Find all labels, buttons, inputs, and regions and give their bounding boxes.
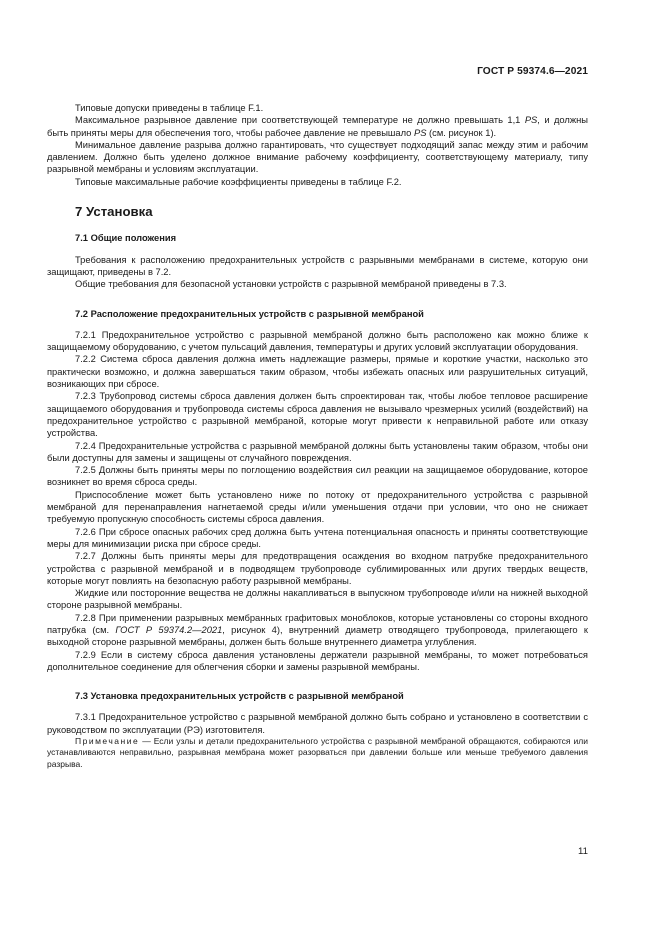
note [47,736,588,770]
paragraph: 7.2.7 Должны быть приняты меры для предотвращения осаждения во входном патрубке предохранительного устройства с разрывной мембраной и в подводящем трубопроводе сублимированных или других твердых веществ, которые могут повлиять на безопасную работу разрывной мембраны. [47,551,588,586]
symbol-ps: PS [413,127,427,138]
paragraph: 7.3.1 Предохранительное устройство с разрывной мембраной должно быть собрано и установлено в соответствии с руководством по эксплуатации (РЭ) изготовителя. [47,712,588,735]
paragraph: Общие требования для безопасной установки устройств с разрывной мембраной приведены в 7.3. [75,279,507,290]
document-body [47,102,588,770]
paragraph [47,612,588,649]
text-run: 7.2.8 При применении разрывных мембранных графитовых моноблоков, которые установлены со стороны входного патрубка (см. [47,612,588,635]
paragraph: Минимальное давление разрыва должно гарантировать, что существует подходящий запас между этим и рабочим давлением. Должно быть уделено должное внимание рабочему коэффициенту, соответствующему материалу, типу разрывной мембраны и условиям эксплуатации. [47,139,588,175]
subsection-heading: 7.1 Общие положения [75,233,177,244]
paragraph: 7.2.3 Трубопровод системы сброса давления должен быть спроектирован так, чтобы любое тепловое расширение защищаемого оборудования и трубопровода системы сброса давления не вызывало чрезмерных усилий (воздействий) на предохранительное устройство с разрывной мембраной, которые могут привести к неправильной работе или отказу устройства. [47,391,588,439]
text-run: , рисунок 4), внутренний диаметр отводящего трубопровода, прилегающего к выходной стороне разрывной мембраны, должен быть больше внутреннего диаметра углубления. [47,624,588,648]
note-label: Примечание [75,736,140,747]
paragraph: Приспособление может быть установлено ниже по потоку от предохранительного устройства с разрывной мембраной для перенаправления нагнетаемой среды и/или уменьшения отдачи при условии, что оно не снижает требуемую пропускную способность системы сброса давления. [47,489,588,525]
note-text: — Если узлы и детали предохранительного устройства с разрывной мембраной обращаются, собираются или устанавливаются неправильно, разрывная мембрана может разорваться при давлении больше или меньше требуемого давления разрыва. [47,736,588,769]
text-run: Максимальное разрывное давление при соответствующей температуре не должно превышать 1,1 [75,115,521,126]
page-number: 11 [578,846,588,857]
section-heading: 7 Установка [75,204,153,220]
paragraph: 7.2.9 Если в систему сброса давления установлены держатели разрывной мембраны, то может потребоваться дополнительное соединение для облегчения сборки и замены разрывной мембраны. [47,649,588,672]
paragraph: 7.2.2 Система сброса давления должна иметь надлежащие размеры, прямые и короткие участки, насколько это практически возможно, и должна завершаться таким образом, чтобы избежать опасных или разрушительных ситуаций, возникающих при сбросе. [47,354,588,390]
symbol-ps: PS [524,115,538,126]
text-run: , и должны быть приняты меры для обеспечения того, чтобы рабочее давление не превышало [47,115,588,138]
paragraph: 7.2.6 При сбросе опасных рабочих сред должна быть учтена потенциальная опасность и приняты соответствующие меры для минимизации риска при сбросе среды. [47,526,588,549]
text-run: (см. рисунок 1). [429,127,497,138]
paragraph [47,114,588,139]
paragraph: Типовые допуски приведены в таблице F.1. [75,103,264,113]
paragraph: 7.2.4 Предохранительные устройства с разрывной мембраной должны быть установлены таким образом, чтобы они были доступны для замены и защищены от случайного повреждения. [47,440,588,463]
document-header: ГОСТ Р 59374.6—2021 [477,66,588,77]
paragraph: Типовые максимальные рабочие коэффициенты приведены в таблице F.2. [75,176,402,187]
subsection-heading: 7.2 Расположение предохранительных устройств с разрывной мембраной [75,308,424,319]
paragraph: Жидкие или посторонние вещества не должны накапливаться в выпускном трубопроводе и/или на нижней выходной стороне разрывной мембраны. [47,588,588,611]
document-page [47,0,588,935]
paragraph: 7.2.1 Предохранительное устройство с разрывной мембраной должно быть расположено как можно ближе к защищаемому оборудованию, с учетом пульсаций давления, температуры и других условий эксплуатации оборудования. [47,329,588,353]
paragraph: 7.2.5 Должны быть приняты меры по поглощению воздействия сил реакции на защищаемое оборудование, которое возникнет во время сброса среды. [47,465,588,488]
subsection-heading: 7.3 Установка предохранительных устройств с разрывной мембраной [75,691,404,702]
standard-reference: ГОСТ Р 59374.2—2021 [115,624,223,635]
paragraph: Требования к расположению предохранительных устройств с разрывными мембранами в системе, которую они защищают, приведены в 7.2. [47,254,588,277]
